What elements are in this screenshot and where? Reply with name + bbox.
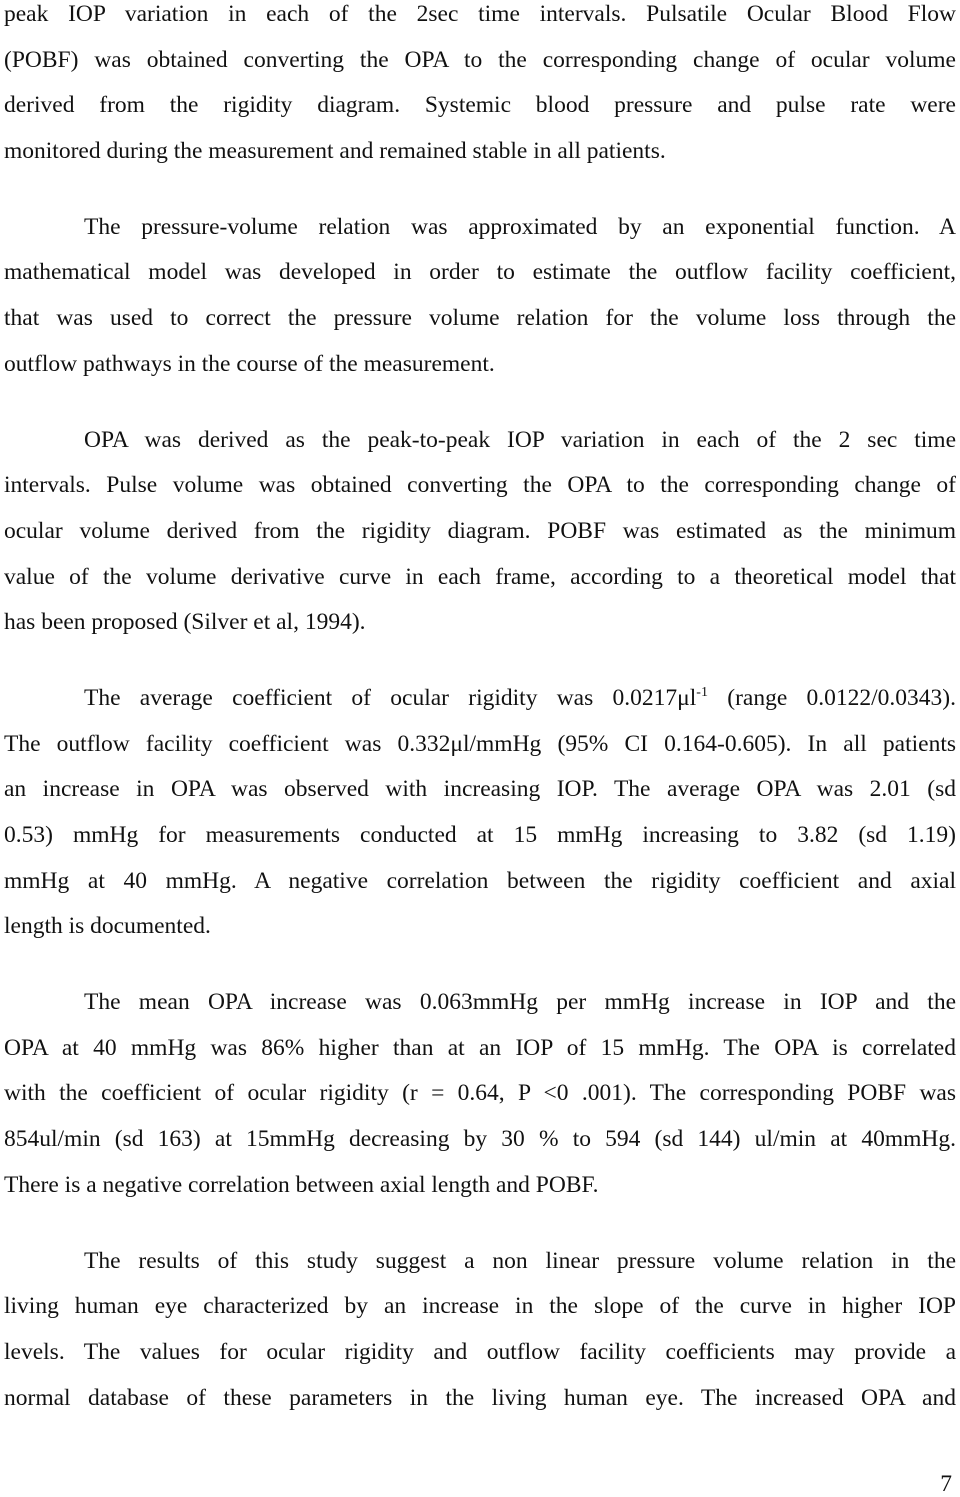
text-line: OPA at 40 mmHg was 86% higher than at an IOP of 15 mmHg. The OPA is correlated xyxy=(4,1034,956,1061)
text-line: mmHg at 40 mmHg. A negative correlation between the rigidity coefficient and axial xyxy=(4,867,956,894)
page-number: 7 xyxy=(940,1471,952,1497)
text-line: peak IOP variation in each of the 2sec time intervals. Pulsatile Ocular Blood Flow xyxy=(4,1,956,27)
text-line: The pressure-volume relation was approximated by an exponential function. A xyxy=(84,213,956,240)
text-line: with the coefficient of ocular rigidity (r = 0.64, P <0 .001). The corresponding POBF was xyxy=(4,1080,956,1107)
text-line: that was used to correct the pressure volume relation for the volume loss through the xyxy=(4,305,956,332)
text-line-with-superscript xyxy=(4,676,956,722)
text-line: (POBF) was obtained converting the OPA to the corresponding change of ocular volume xyxy=(4,46,956,73)
paragraph-pressure-volume-model xyxy=(4,205,956,387)
paragraph-rigidity-results xyxy=(4,676,956,950)
text-line: levels. The values for ocular rigidity and outflow facility coefficients may provide a xyxy=(4,1338,956,1365)
superscript-exponent: -1 xyxy=(696,685,708,701)
text-line: derived from the rigidity diagram. Systemic blood pressure and pulse rate were xyxy=(4,92,956,119)
text-line: outflow pathways in the course of the measurement. xyxy=(4,350,495,377)
paragraph-opa-derivation xyxy=(4,418,956,646)
paragraph-conclusions xyxy=(4,1239,956,1421)
text-line: value of the volume derivative curve in each frame, according to a theoretical model that xyxy=(4,563,956,590)
text-line: 0.53) mmHg for measurements conducted at 15 mmHg increasing to 3.82 (sd 1.19) xyxy=(4,822,956,848)
text-line: has been proposed (Silver et al, 1994). xyxy=(4,609,366,636)
text-line: intervals. Pulse volume was obtained converting the OPA to the corresponding change of xyxy=(4,472,956,499)
document-body xyxy=(4,0,956,1421)
text-line: There is a negative correlation between axial length and POBF. xyxy=(4,1171,599,1198)
paragraph-methods-pobf xyxy=(4,0,956,174)
text-run: The average coefficient of ocular rigidity was 0.0217μl xyxy=(84,685,697,712)
paragraph-opa-increase xyxy=(4,980,956,1208)
text-run: (range 0.0122/0.0343). xyxy=(707,685,956,712)
text-line: normal database of these parameters in the living human eye. The increased OPA and xyxy=(4,1384,956,1411)
text-line: monitored during the measurement and remained stable in all patients. xyxy=(4,137,666,164)
text-line: The outflow facility coefficient was 0.332μl/mmHg (95% CI 0.164-0.605). In all patients xyxy=(4,730,956,757)
text-line: The results of this study suggest a non linear pressure volume relation in the xyxy=(84,1247,956,1274)
text-line: OPA was derived as the peak-to-peak IOP variation in each of the 2 sec time xyxy=(84,426,956,453)
text-line: The mean OPA increase was 0.063mmHg per mmHg increase in IOP and the xyxy=(84,989,956,1016)
text-line: 854ul/min (sd 163) at 15mmHg decreasing by 30 % to 594 (sd 144) ul/min at 40mmHg. xyxy=(4,1126,956,1153)
text-line: an increase in OPA was observed with increasing IOP. The average OPA was 2.01 (sd xyxy=(4,776,956,803)
text-line: ocular volume derived from the rigidity diagram. POBF was estimated as the minimum xyxy=(4,517,956,544)
text-line: length is documented. xyxy=(4,913,211,940)
text-line: living human eye characterized by an increase in the slope of the curve in higher IOP xyxy=(4,1293,956,1320)
text-line: mathematical model was developed in order to estimate the outflow facility coefficient, xyxy=(4,259,956,286)
